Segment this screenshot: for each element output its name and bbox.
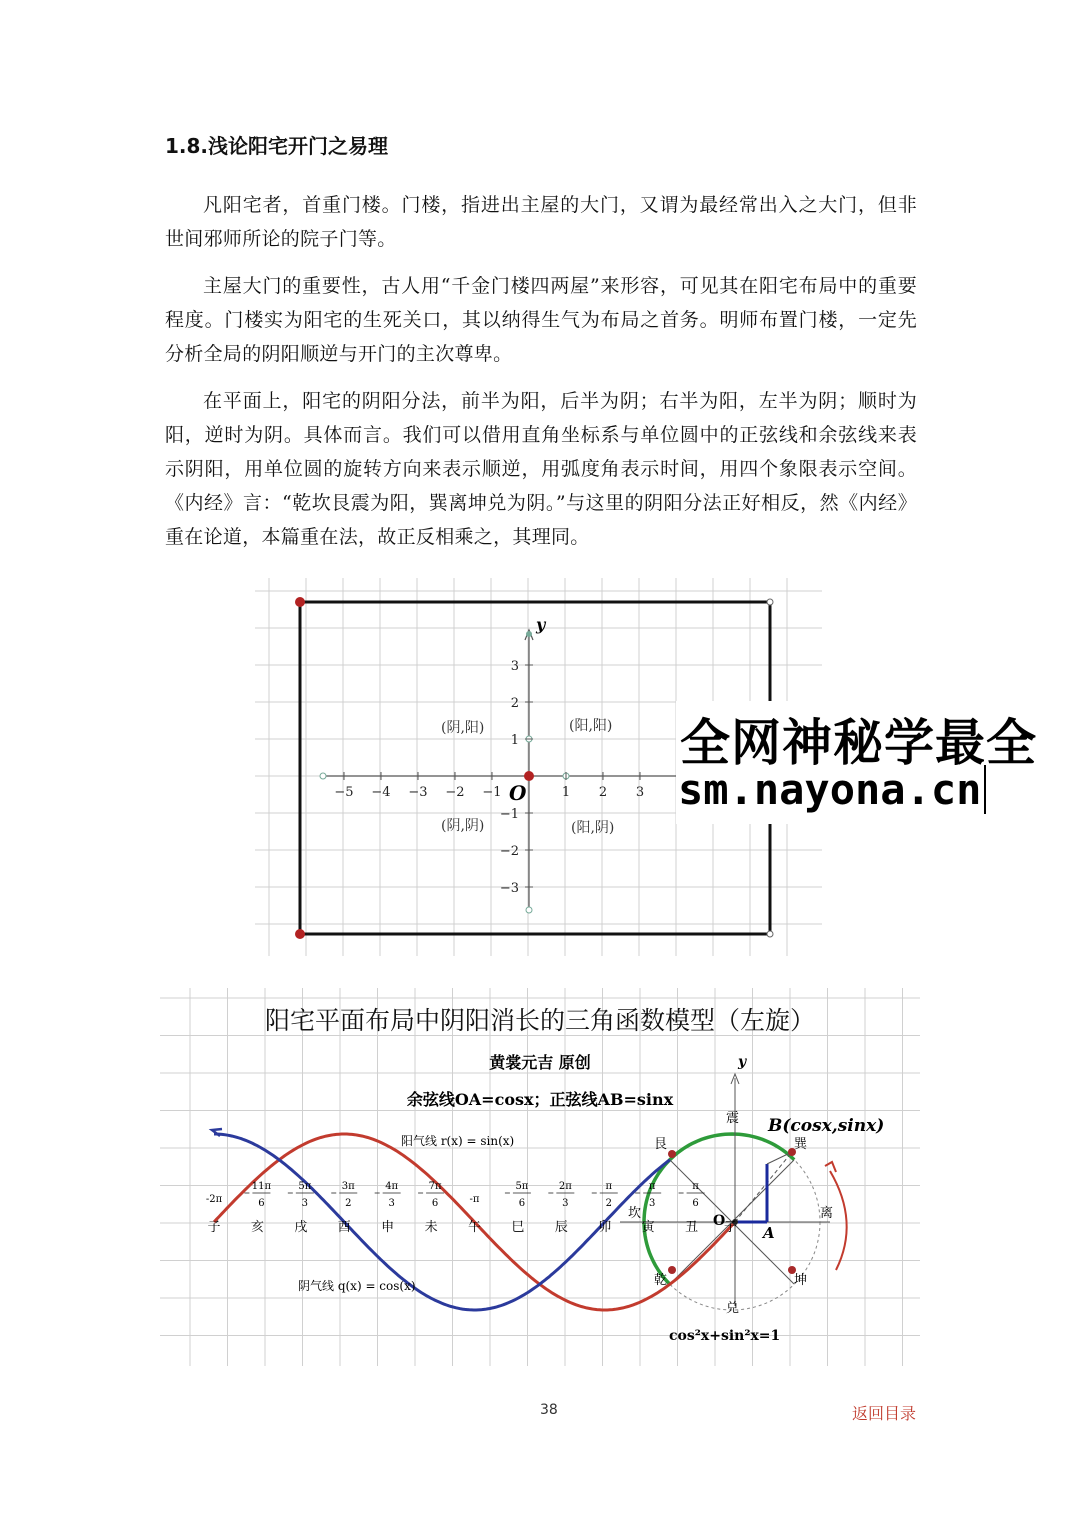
origin-label: O — [509, 781, 527, 805]
radian-tick-denominator: 3 — [301, 1198, 309, 1209]
corner-point — [767, 599, 773, 605]
watermark-url: sm.nayona.cn — [678, 765, 986, 814]
trigram-li: 离 — [820, 1206, 834, 1221]
watermark-title: 全网神秘学最全 — [680, 714, 1037, 772]
identity-label: cos²x+sin²x=1 — [669, 1328, 781, 1344]
figure2-title: 阳宅平面布局中阴阳消长的三角函数模型（左旋） — [264, 1006, 816, 1035]
y-tick-label: −2 — [499, 844, 519, 859]
earthly-branch-label: 亥 — [250, 1220, 264, 1235]
trigram-kun: 坤 — [794, 1273, 808, 1288]
projection-line — [767, 1152, 792, 1164]
rotation-arrowhead — [825, 1162, 836, 1172]
earthly-branch-label: 寅 — [641, 1220, 655, 1235]
earthly-branch-label: 戌 — [294, 1220, 308, 1235]
axis-end-point — [526, 631, 532, 637]
earthly-branch-label: 卯 — [598, 1220, 612, 1235]
y-tick-label: −3 — [499, 881, 519, 896]
radian-tick-numerator: π — [605, 1181, 613, 1192]
watermark — [676, 701, 1080, 824]
earthly-branch-label: 巳 — [511, 1220, 525, 1235]
section-heading: 1.8.浅论阳宅开门之易理 — [165, 134, 389, 158]
cosine-arrow — [212, 1129, 222, 1136]
radian-tick-numerator: 5π — [515, 1181, 529, 1192]
earthly-branch-label: 未 — [424, 1220, 438, 1235]
quadrant-label-iv: (阳,阴) — [571, 820, 615, 836]
trigram-zhen: 震 — [726, 1111, 740, 1126]
earthly-branch-label: 酉 — [337, 1220, 351, 1235]
trigram-qian: 乾 — [654, 1273, 668, 1288]
radian-tick-numerator: 3π — [341, 1181, 355, 1192]
y-tick-label: 2 — [510, 696, 519, 711]
radian-tick-denominator: 6 — [431, 1198, 439, 1209]
paragraph-3: 在平面上，阳宅的阴阳分法，前半为阳，后半为阴；右半为阳，左半为阴；顺时为阳，逆时为阴。具体而言。我们可以借用直角坐标系与单位圆中的正弦线和余弦线来表示阴阳，用单位圆的旋转方向来表示顺逆，用弧度角表示时间，用四个象限表示空间。《内经》言：“乾坎艮震为阳，巽离坤兑为阴。”与这里的阴阳分法正好相反，然《内经》重在论道，本篇重在法，故正反相乘之，其理同。 — [165, 390, 917, 548]
point-b-label: B(cosx,sinx) — [768, 1116, 885, 1136]
cosine-label: 阴气线 q(x) = cos(x) — [298, 1279, 416, 1293]
radian-tick-denominator: 3 — [648, 1198, 656, 1209]
grid — [160, 988, 920, 1366]
y-axis-label: y — [536, 615, 546, 634]
sine-label: 阳气线 r(x) = sin(x) — [401, 1134, 515, 1148]
origin-point — [524, 771, 534, 781]
y-axis-label: y — [738, 1054, 747, 1070]
earthly-branch-label: 丑 — [685, 1220, 699, 1235]
x-tick-label: 3 — [635, 785, 645, 800]
radian-tick-denominator: 3 — [562, 1198, 569, 1209]
earthly-branch-label: 申 — [381, 1220, 395, 1235]
radian-tick-numerator: 2π — [558, 1181, 572, 1192]
y-tick-label: 3 — [510, 659, 519, 674]
trigram-gen: 艮 — [654, 1137, 668, 1152]
circle-point — [668, 1266, 676, 1274]
corner-point — [295, 597, 305, 607]
x-tick-label: −5 — [334, 785, 354, 800]
axis-end-point — [526, 907, 532, 913]
corner-point — [767, 931, 773, 937]
quadrant-label-ii: (阴,阳) — [441, 720, 485, 736]
radian-tick-numerator: π — [648, 1181, 656, 1192]
radian-tick-denominator: 6 — [258, 1198, 265, 1209]
x-tick-label: −3 — [408, 785, 428, 800]
origin-label: O — [713, 1213, 726, 1229]
point-a-label: A — [763, 1224, 775, 1242]
earthly-branch-label: 子 — [207, 1220, 221, 1235]
y-tick-label: −1 — [499, 807, 519, 822]
center-label: 子 — [724, 1220, 738, 1235]
axis-end-point — [320, 773, 326, 779]
trigram-kan: 坎 — [628, 1206, 642, 1221]
radian-tick-numerator: 11π — [251, 1181, 272, 1192]
radian-tick-numerator: 5π — [298, 1181, 312, 1192]
radian-tick-label: -2π — [205, 1194, 223, 1205]
radian-tick-numerator: 7π — [428, 1181, 442, 1192]
radian-tick-denominator: 6 — [692, 1198, 699, 1209]
radian-tick-denominator: 2 — [605, 1198, 612, 1209]
radian-tick-denominator: 3 — [388, 1198, 395, 1209]
x-tick-label: 2 — [598, 785, 608, 800]
x-tick-label: 1 — [561, 785, 571, 800]
x-tick-label: −4 — [371, 785, 391, 800]
x-tick-label: −2 — [445, 785, 465, 800]
earthly-branch-label: 午 — [467, 1220, 482, 1235]
quadrant-label-iii: (阴,阴) — [441, 818, 485, 834]
circle-point — [668, 1150, 676, 1158]
trig-model-figure — [160, 988, 920, 1366]
corner-point — [295, 929, 305, 939]
paragraph-2: 主屋大门的重要性，古人用“千金门楼四两屋”来形容，可见其在阳宅布局中的重要程度。门楼实为阳宅的生死关口，其以纳得生气为布局之首务。明师布置门楼，一定先分析全局的阴阳顺逆与开门的主次尊卑。 — [165, 275, 917, 365]
radian-tick-numerator: π — [692, 1181, 699, 1192]
trigram-xun: 巽 — [794, 1137, 808, 1152]
figure2-author: 黄裳元吉 原创 — [489, 1053, 591, 1072]
page-number: 38 — [540, 1402, 558, 1418]
radian-tick-denominator: 2 — [345, 1198, 352, 1209]
earthly-branch-label: 辰 — [554, 1220, 568, 1235]
radian-tick-denominator: 6 — [518, 1198, 526, 1209]
figure2-subtitle: 余弦线OA=cosx；正弦线AB=sinx — [406, 1090, 674, 1109]
x-tick-label: −1 — [482, 785, 502, 800]
radian-tick-numerator: 4π — [385, 1181, 399, 1192]
trigram-dui: 兑 — [726, 1301, 740, 1316]
quadrant-label-i: (阳,阳) — [569, 718, 613, 734]
radian-tick-label: -π — [469, 1194, 480, 1205]
back-to-toc-link[interactable]: 返回目录 — [852, 1404, 917, 1423]
radius-line — [735, 1152, 792, 1222]
paragraph-1: 凡阳宅者，首重门楼。门楼，指进出主屋的大门，又谓为最经常出入之大门，但非世间邪师所论的院子门等。 — [165, 194, 917, 250]
y-tick-label: 1 — [510, 733, 519, 748]
